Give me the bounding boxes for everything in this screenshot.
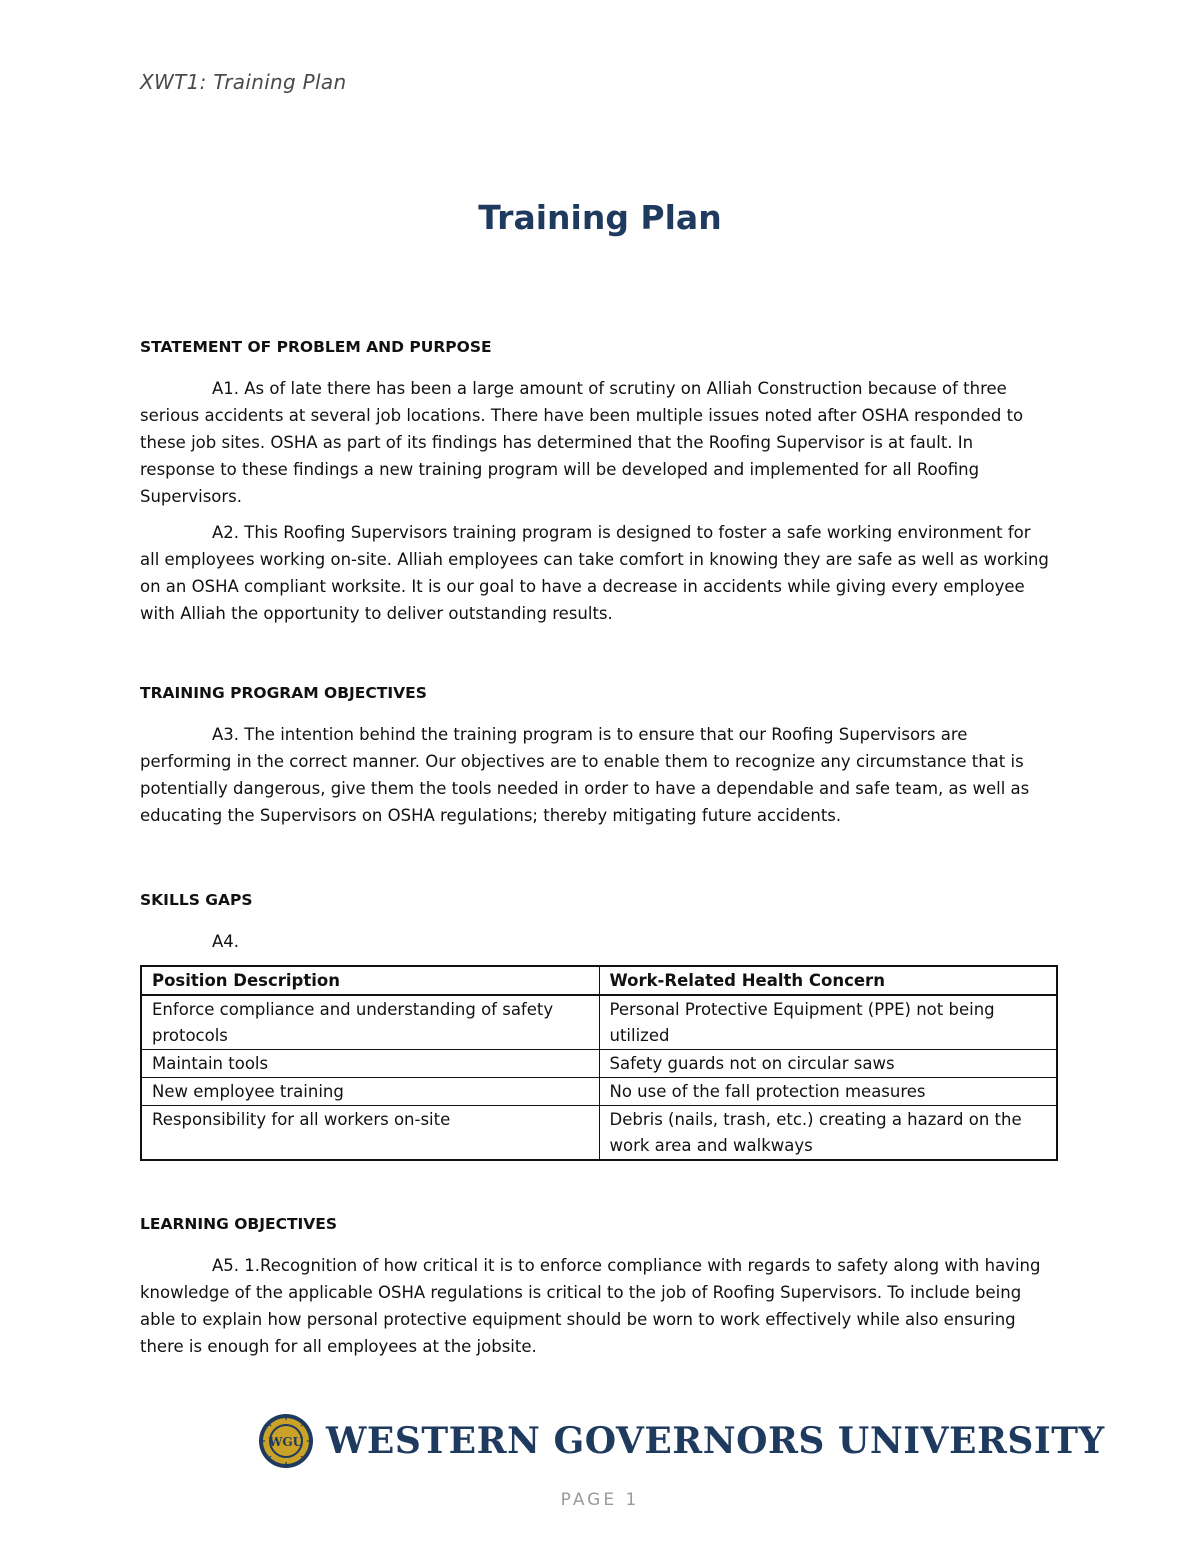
table-cell: Personal Protective Equipment (PPE) not being utilized (599, 995, 1057, 1050)
table-cell: Safety guards not on circular saws (599, 1050, 1057, 1078)
running-header: XWT1: Training Plan (140, 70, 347, 94)
skills-label-a4: A4. (212, 932, 240, 951)
page-number: PAGE 1 (560, 1490, 640, 1510)
wordmark-text: WESTERN GOVERNORS UNIVERSITY (326, 1420, 1105, 1462)
document-title: Training Plan (478, 198, 722, 237)
table-cell: Maintain tools (141, 1050, 599, 1078)
paragraph-a2: A2. This Roofing Supervisors training program is designed to foster a safe working environment for all employees working on-site. Alliah employees can take comfort in knowing they are safe as well as working on an OSHA compliant worksite. It is our goal to have a decrease in accidents while giving every employee with Alliah the opportunity to deliver outstanding results. (140, 523, 1049, 623)
table-row (141, 1050, 1057, 1078)
table-row (141, 1078, 1057, 1106)
section-heading-learning: LEARNING OBJECTIVES (140, 1215, 338, 1233)
table-row (141, 995, 1057, 1050)
university-logo (258, 1410, 1105, 1472)
paragraph-a3: A3. The intention behind the training program is to ensure that our Roofing Supervisors are performing in the correct manner. Our objectives are to enable them to recognize any circumstance that is potentially dangerous, give them the tools needed in order to have a dependable and safe team, as well as educating the Supervisors on OSHA regulations; thereby mitigating future accidents. (140, 725, 1030, 825)
paragraph-a1: A1. As of late there has been a large amount of scrutiny on Alliah Construction because of three serious accidents at several job locations. There have been multiple issues noted after OSHA responded to these job sites. OSHA as part of its findings has determined that the Roofing Supervisor is at fault. In response to these findings a new training program will be developed and implemented for all Roofing Supervisors. (140, 379, 1024, 506)
university-seal-icon (258, 1413, 314, 1469)
section-heading-skills: SKILLS GAPS (140, 891, 253, 909)
column-header-concern: Work-Related Health Concern (599, 966, 1057, 995)
table-row (141, 1106, 1057, 1161)
section-heading-problem: STATEMENT OF PROBLEM AND PURPOSE (140, 338, 492, 356)
skills-gap-table (140, 965, 1058, 1161)
table-header-row (141, 966, 1057, 995)
table-cell: New employee training (141, 1078, 599, 1106)
university-wordmark (326, 1420, 1105, 1462)
paragraph-a5: A5. 1.Recognition of how critical it is to enforce compliance with regards to safety along with having knowledge of the applicable OSHA regulations is critical to the job of Roofing Supervisors. To include being able to explain how personal protective equipment should be worn to work effectively while also ensuring there is enough for all employees at the jobsite. (140, 1256, 1041, 1356)
svg-text:WGU: WGU (268, 1435, 304, 1449)
table-cell: Debris (nails, trash, etc.) creating a hazard on the work area and walkways (599, 1106, 1057, 1161)
table-cell: Responsibility for all workers on-site (141, 1106, 599, 1161)
document-body (140, 334, 1050, 1360)
table-cell: No use of the fall protection measures (599, 1078, 1057, 1106)
column-header-position: Position Description (141, 966, 599, 995)
table-cell: Enforce compliance and understanding of safety protocols (141, 995, 599, 1050)
section-heading-objectives: TRAINING PROGRAM OBJECTIVES (140, 684, 427, 702)
